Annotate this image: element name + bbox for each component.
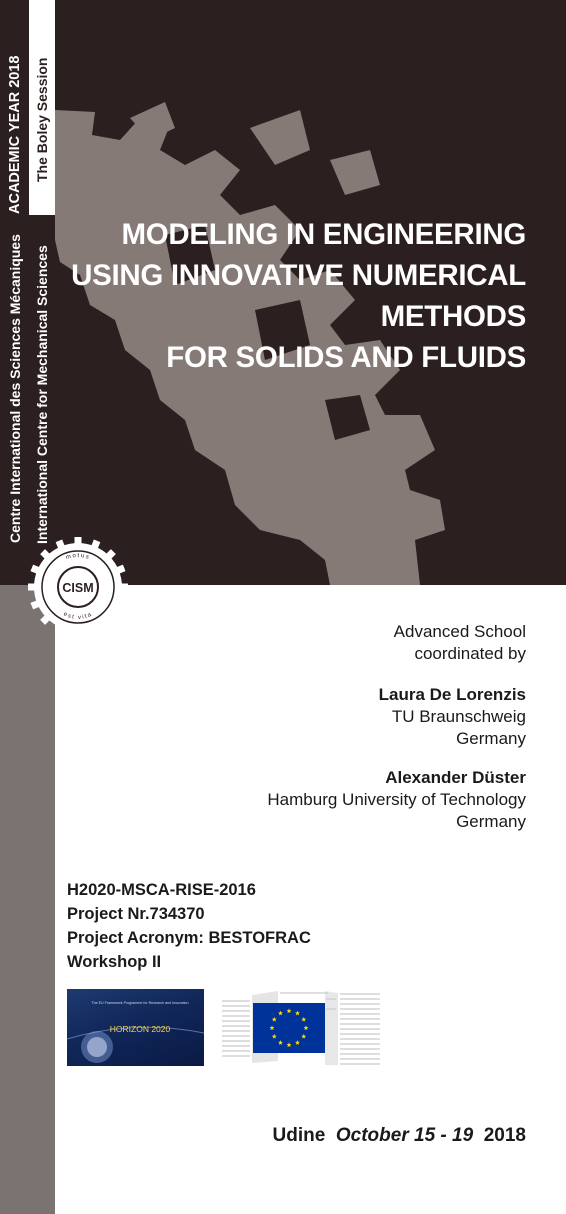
title-line: METHODS	[380, 300, 526, 333]
horizon-2020-logo	[67, 989, 204, 1066]
coordinator-affiliation: Hamburg University of Technology	[267, 790, 526, 809]
centre-name-french: Centre International des Sciences Mécaniques	[7, 234, 23, 543]
svg-text:est vita: est vita	[62, 611, 94, 622]
coordinator-affiliation: TU Braunschweig	[391, 707, 526, 726]
school-line: coordinated by	[414, 644, 526, 663]
svg-text:HORIZON 2020: HORIZON 2020	[109, 1024, 171, 1034]
event-dates: October 15 - 19	[335, 1125, 474, 1146]
centre-name-english: International Centre for Mechanical Sciences	[34, 245, 50, 544]
project-info	[67, 878, 311, 974]
left-strip	[0, 585, 55, 1214]
footer-event-info	[273, 1125, 526, 1147]
title-line: MODELING IN ENGINEERING	[121, 218, 526, 251]
project-line: Workshop II	[67, 953, 162, 971]
title-line: USING INNOVATIVE NUMERICAL	[71, 259, 526, 292]
coordinator-country: Germany	[456, 729, 526, 748]
coordinator-block	[379, 684, 526, 750]
event-city: Udine	[272, 1125, 326, 1146]
svg-text:CISM: CISM	[62, 581, 94, 595]
coordinator-block	[267, 767, 526, 833]
cover-header	[0, 0, 566, 585]
project-line: Project Nr.734370	[67, 905, 205, 923]
title-line: FOR SOLIDS AND FLUIDS	[166, 341, 526, 374]
coordinator-country: Germany	[456, 812, 526, 831]
event-year: 2018	[483, 1125, 526, 1146]
svg-text:The EU Framework Programme for: The EU Framework Programme for Research and Innovation	[91, 1001, 189, 1005]
project-line: Project Acronym: BESTOFRAC	[67, 929, 311, 947]
course-title	[71, 214, 526, 378]
school-info	[394, 621, 526, 665]
school-line: Advanced School	[393, 622, 526, 641]
academic-year-label: ACADEMIC YEAR 2018	[7, 55, 23, 214]
project-line: H2020-MSCA-RISE-2016	[67, 881, 256, 899]
session-label: The Boley Session	[34, 57, 50, 182]
coordinator-name: Laura De Lorenzis	[378, 685, 526, 704]
coordinator-name: Alexander Düster	[385, 768, 526, 787]
svg-text:motus: motus	[65, 552, 91, 562]
horizon-globe-icon	[67, 989, 204, 1066]
cism-logo	[26, 535, 130, 639]
european-commission-logo	[220, 989, 382, 1067]
